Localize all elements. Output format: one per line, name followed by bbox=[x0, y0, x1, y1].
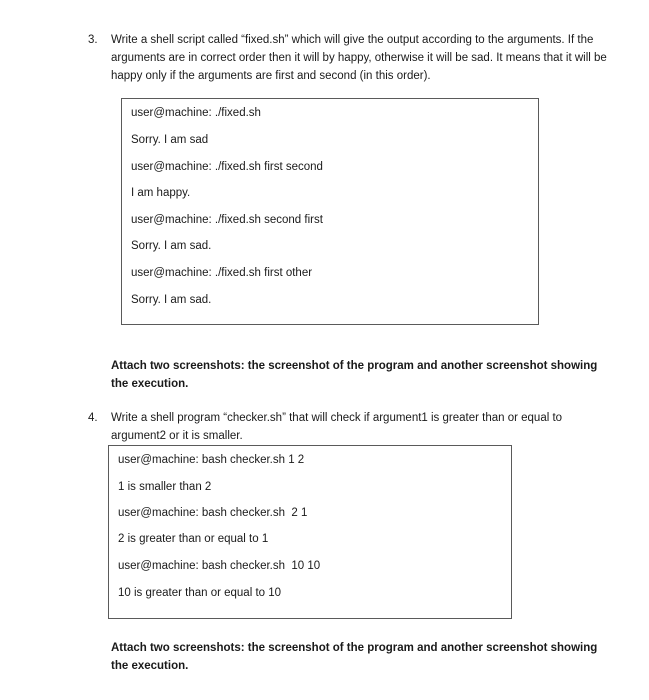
question-3-text: Write a shell script called “fixed.sh” which will give the output according to the arguments. If the arguments are in correct order then it will by happy, otherwise it will be sad. It means that it will be happy only if the arguments are first and second (in this order). bbox=[111, 34, 607, 82]
example-line: I am happy. bbox=[131, 187, 191, 199]
question-4-text: Write a shell program “checker.sh” that will check if argument1 is greater than or equal to argument2 or it is smaller. bbox=[111, 412, 563, 442]
example-line: user@machine: bash checker.sh 2 1 bbox=[118, 507, 308, 519]
question-3-number: 3. bbox=[88, 34, 98, 46]
example-line: user@machine: ./fixed.sh first other bbox=[131, 267, 313, 279]
question-3-example-box bbox=[121, 98, 539, 325]
question-4-example-box bbox=[108, 445, 512, 619]
question-3-note: Attach two screenshots: the screenshot of the program and another screenshot showing the execution. bbox=[111, 360, 598, 390]
example-line: 1 is smaller than 2 bbox=[118, 481, 212, 493]
example-line: user@machine: bash checker.sh 1 2 bbox=[118, 454, 305, 466]
example-line: Sorry. I am sad. bbox=[131, 294, 212, 306]
question-4-number: 4. bbox=[88, 412, 98, 424]
example-line: user@machine: ./fixed.sh first second bbox=[131, 161, 323, 173]
example-line: 10 is greater than or equal to 10 bbox=[118, 587, 282, 599]
example-line: user@machine: ./fixed.sh second first bbox=[131, 214, 323, 226]
question-4-note: Attach two screenshots: the screenshot of the program and another screenshot showing the execution. bbox=[111, 642, 598, 672]
example-line: user@machine: ./fixed.sh bbox=[131, 107, 261, 119]
example-line: 2 is greater than or equal to 1 bbox=[118, 533, 269, 545]
example-line: Sorry. I am sad bbox=[131, 134, 209, 146]
example-line: user@machine: bash checker.sh 10 10 bbox=[118, 560, 321, 572]
example-line: Sorry. I am sad. bbox=[131, 240, 212, 252]
